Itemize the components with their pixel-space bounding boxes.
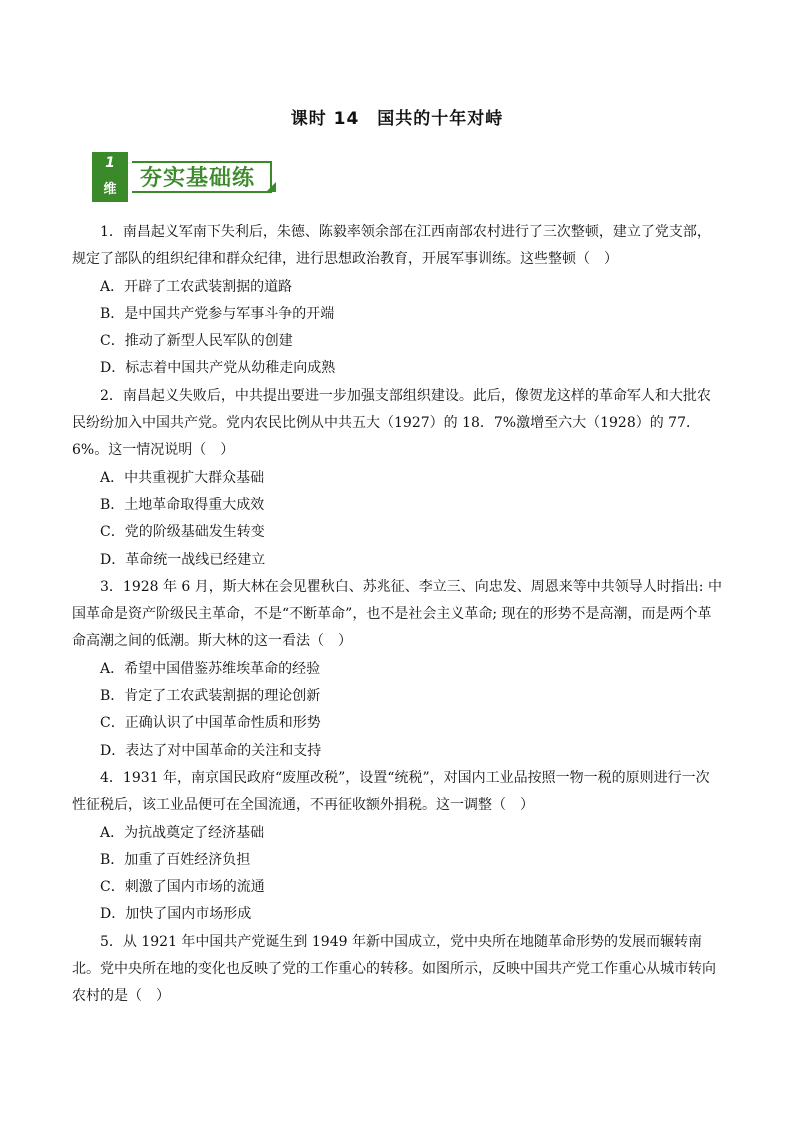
- page-title: 课时 14 国共的十年对峙: [290, 109, 504, 129]
- option-d: D．标志着中国共产党从幼稚走向成熟: [100, 360, 336, 377]
- question-3: [72, 574, 722, 765]
- question-stem: 4．1931 年，南京国民政府“废厘改税”，设置“统税”，对国内工业品按照一物一税的原则进行一次性征税后，该工业品便可在全国流通，不再征收额外捐税。这一调整（ ）: [72, 769, 710, 814]
- badge-number-box: [92, 152, 128, 202]
- option-d: D．加快了国内市场形成: [100, 906, 252, 923]
- question-stem: 1．南昌起义军南下失利后，朱德、陈毅率领余部在江西南部农村进行了三次整顿，建立了党支部，规定了部队的组织纪律和群众纪律，进行思想政治教育，开展军事训练。这些整顿（ ）: [72, 224, 711, 268]
- option-b: B．是中国共产党参与军事斗争的开端: [100, 305, 335, 322]
- option-a: A．开辟了工农武装割据的道路: [100, 278, 293, 295]
- option-b: B．加重了百姓经济负担: [100, 851, 251, 868]
- option-a: A．中共重视扩大群众基础: [100, 469, 265, 486]
- question-5: [72, 929, 722, 1011]
- badge-wei: 维: [103, 182, 117, 197]
- option-d: D．革命统一战线已经建立: [100, 551, 266, 568]
- question-stem: 5．从 1921 年中国共产党诞生到 1949 年新中国成立，党中央所在地随革命形势的发展而辗转南北。党中央所在地的变化也反映了党的工作重心的转移。如图所示，反映中国共产党工作重心从城市转向农村的是（ ）: [72, 933, 716, 1005]
- option-a: A．希望中国借鉴苏维埃革命的经验: [100, 660, 321, 677]
- question-2: [72, 383, 722, 574]
- question-1: [72, 219, 722, 383]
- option-c: C．刺激了国内市场的流通: [100, 879, 265, 896]
- question-stem: 2．南昌起义失败后，中共提出要进一步加强支部组织建设。此后，像贺龙这样的革命军人和大批农民纷纷加入中国共产党。党内农民比例从中共五大（1927）的 18．7%激增至六大（1928）的 77．6%。这一情况说明（ ）: [72, 387, 711, 459]
- question-list: [72, 219, 722, 1011]
- option-b: B．肯定了工农武装割据的理论创新: [100, 688, 321, 705]
- question-4: [72, 765, 722, 929]
- option-b: B．土地革命取得重大成效: [100, 496, 265, 513]
- option-c: C．正确认识了中国革命性质和形势: [100, 715, 321, 732]
- question-stem: 3．1928 年 6 月，斯大林在会见瞿秋白、苏兆征、李立三、向忠发、周恩来等中共领导人时指出: 中国革命是资产阶级民主革命，不是“不断革命”，也不是社会主义革命; 现在的形势不是高潮，而是两个革命高潮之间的低潮。斯大林的这一看法（ ）: [72, 578, 722, 650]
- option-a: A．为抗战奠定了经济基础: [100, 824, 265, 841]
- option-c: C．推动了新型人民军队的创建: [100, 333, 293, 350]
- badge-number: 1: [105, 155, 115, 171]
- section-badge: [92, 152, 286, 202]
- section-title: 夯实基础练: [140, 166, 256, 191]
- option-d: D．表达了对中国革命的关注和支持: [100, 742, 322, 759]
- option-c: C．党的阶级基础发生转变: [100, 524, 265, 541]
- badge-corner-arrow: [266, 182, 276, 192]
